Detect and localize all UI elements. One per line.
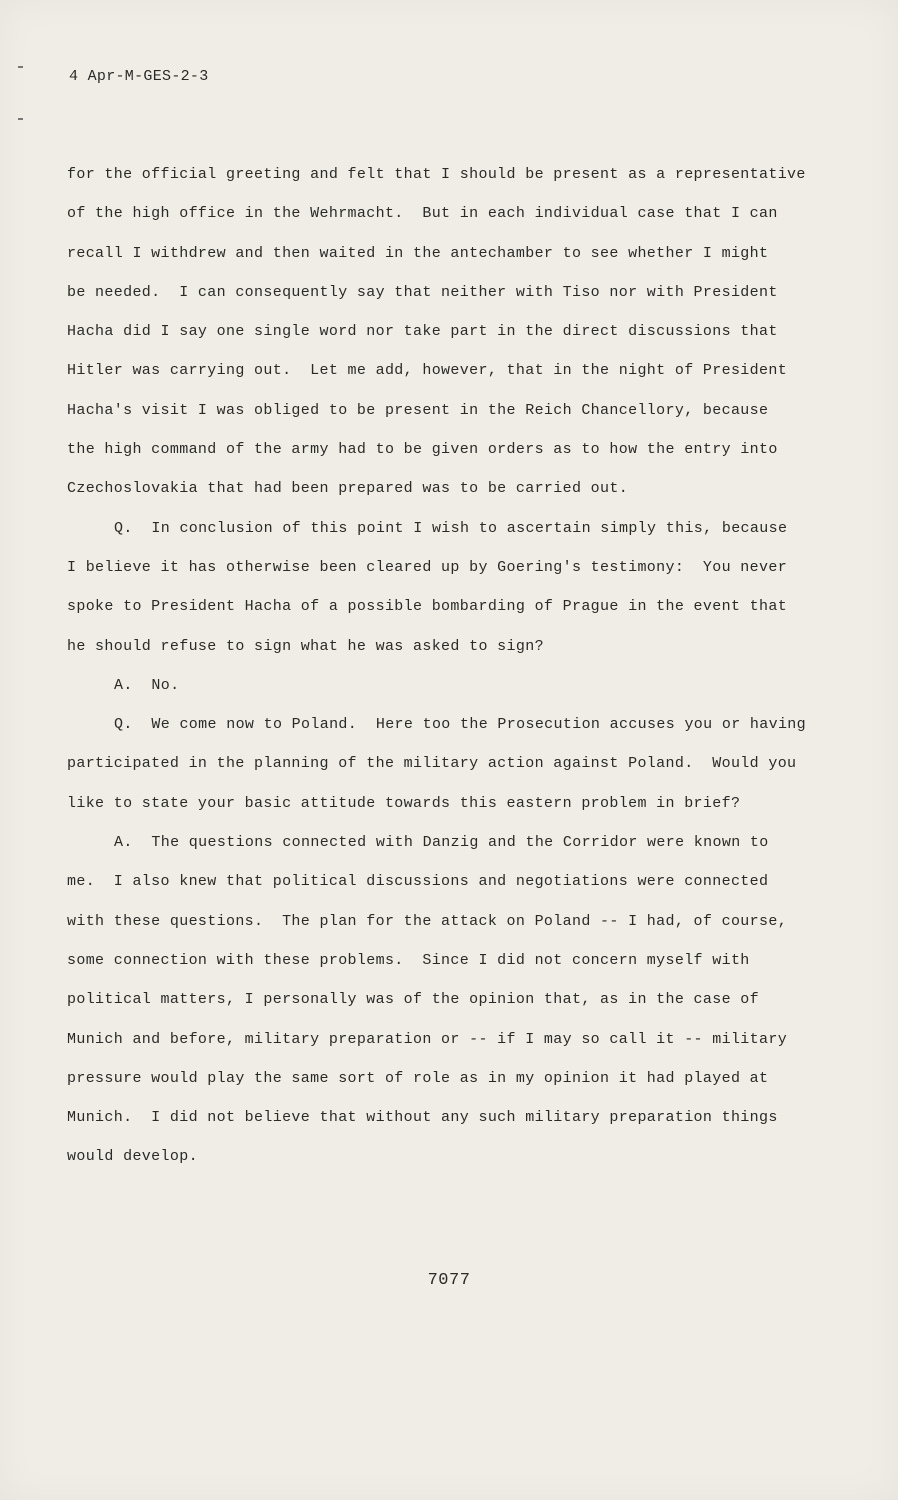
transcript-line: Q. In conclusion of this point I wish to ascertain simply this, because xyxy=(114,519,788,537)
transcript-body xyxy=(67,162,857,1184)
transcript-line: for the official greeting and felt that I should be present as a representative xyxy=(67,166,806,183)
page-number: 7077 xyxy=(427,1271,471,1290)
transcript-line: the high command of the army had to be given orders as to how the entry into xyxy=(67,441,778,459)
transcript-line: me. I also knew that political discussions and negotiations were connected xyxy=(67,873,769,891)
transcript-line: some connection with these problems. Since I did not concern myself with xyxy=(67,951,750,969)
transcript-line: with these questions. The plan for the attack on Poland -- I had, of course, xyxy=(67,912,788,930)
transcript-line: Czechoslovakia that had been prepared was to be carried out. xyxy=(67,480,629,498)
transcript-line: A. The questions connected with Danzig and the Corridor were known to xyxy=(114,834,769,852)
margin-mark xyxy=(18,118,23,120)
transcript-line: of the high office in the Wehrmacht. But in each individual case that I can xyxy=(67,205,778,223)
transcript-line: Munich. I did not believe that without any such military preparation things xyxy=(67,1109,778,1127)
transcript-line: spoke to President Hacha of a possible bombarding of Prague in the event that xyxy=(67,598,788,616)
transcript-line: would develop. xyxy=(67,1148,198,1166)
document-reference: 4 Apr-M-GES-2-3 xyxy=(69,68,209,85)
transcript-line: political matters, I personally was of the opinion that, as in the case of xyxy=(67,991,760,1009)
transcript-line: recall I withdrew and then waited in the antechamber to see whether I might xyxy=(67,244,769,262)
transcript-line: pressure would play the same sort of role as in my opinion it had played at xyxy=(67,1069,769,1087)
transcript-line: A. No. xyxy=(114,676,180,694)
transcript-line: I believe it has otherwise been cleared up by Goering's testimony: You never xyxy=(67,558,788,576)
transcript-line: Hacha did I say one single word nor take part in the direct discussions that xyxy=(67,323,778,341)
transcript-line: Hacha's visit I was obliged to be present in the Reich Chancellory, because xyxy=(67,401,769,419)
transcript-line: be needed. I can consequently say that neither with Tiso nor with President xyxy=(67,283,778,301)
transcript-line: Munich and before, military preparation or -- if I may so call it -- military xyxy=(67,1030,788,1048)
transcript-line: he should refuse to sign what he was asked to sign? xyxy=(67,637,544,655)
margin-mark xyxy=(18,66,23,68)
transcript-line: like to state your basic attitude towards this eastern problem in brief? xyxy=(67,794,741,812)
transcript-line: Hitler was carrying out. Let me add, however, that in the night of President xyxy=(67,362,788,380)
transcript-line: Q. We come now to Poland. Here too the Prosecution accuses you or having xyxy=(114,716,807,734)
transcript-line: participated in the planning of the military action against Poland. Would you xyxy=(67,755,797,773)
